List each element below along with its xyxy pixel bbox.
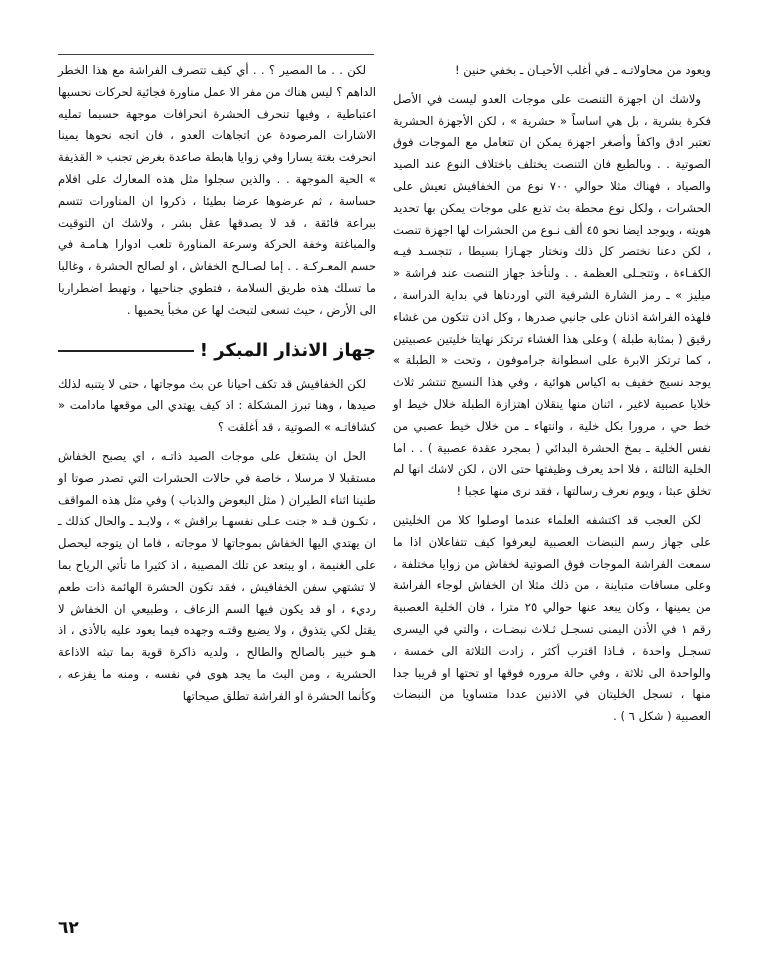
paragraph: ولاشك ان اجهزة التنصت على موجات العدو ليست في الأصل فكرة بشرية ، بل هي اساساً « حشرية » ، لكن الأجهزة الحشرية تعتبر ادق واكفأ وأصغر اجهزة يمكن ان تتعامل مع الموجات فوق الصوتية . . وبالطبع فان التنصت يختلف باختلاف النوع عند الصيد والصياد ، فهناك مثلا حوالي ٧٠٠ نوع من الخفافيش تعيش على الحشرات ، ولكل نوع محطة بث تذيع على موجات يمكن بها تحديد هويته ، ويوجد ايضا نحو ٤٥ ألف نـوع من الحشرات لها اجهزة تنصت ، لكن دعنا نختصر كل ذلك ونختار جهـازا بسيطا ، تتجسـد فيـه الكفـاءة ، وتتجـلى العظمة . . ولنأخذ جهاز التنصت عند فراشة « ميليز » ـ رمز الشارة الشرفية التي اوردناها في بداية الدراسة ، فلهذه الفراشة اذنان على جانبي صدرها ، وكل اذن تتكون من غشاء رقيق ( بمثابة طبلة ) وعلى هذا الغشاء ترتكز نهايتا خليتين عصبيتين ، كما ترتكز الابرة على اسطوانة جراموفون ، وتحت « الطبلة » يوجد نسيج خفيف به اكياس هوائية ، وفي هذا النسيج تنتشر ثلاث خلايا عصبية لاغير ، اثنان منها ينقلان اهتزازة الطبلة خلال خيط او خط حي ، مرورا بكل خلية ، وانتهاء ـ من خلال خيط عصبي من نفس الخلية ـ بمخ الحشرة البدائي ( بمجرد عقدة عصبية ) . . اما الخلية الثالثة ، فلا احد يعرف وظيفتها حتى الان ، لكن لاشك انها لم تخلق عبثا ، ويوم نعرف رسالتها ، فقد نرى منها عجبا ! xyxy=(393,91,712,499)
heading-underline xyxy=(58,350,194,352)
top-divider-line xyxy=(58,54,374,55)
paragraph: ويعود من محاولاتـه ـ في أغلب الأحيـان ـ بخفي حنين ! xyxy=(454,63,711,77)
paragraph: لكن العجب قد اكتشفه العلماء عندما اوصلوا كلا من الخليتين على جهاز رسم النبضات العصبية ليعرفوا كيف تتفاعلان اذا ما سمعت الفراشة الموجات فوق الصوتية لخفاش من زوايا مختلفة ، وعلى مسافات متباينة ، من ذلك مثلا ان الخفاش لوجاء الفراشة من يمينها ، وكان يبعد عنها حوالي ٢٥ مترا ، فان الخلية العصبية رقم ١ في الأذن اليمنى تسجـل ثـلاث نبضـات ، والتي في اليسرى تسجـل واحدة ، فـاذا اقترب أكثر ، زادت الثلاثة الى خمسة ، والواحدة الى ثلاثة ، وفي حالة مروره فوقها او تحتها او قريبا جدا منها ، تسجل الخليتان في الاذنين عددا متساويا من النبضات العصبية ( شكل ٦ ) . xyxy=(393,512,711,724)
paragraph: الحل ان يشتغل على موجات الصيد ذاتـه ، اي يصبح الخفاش مستقبلا لا مرسلا ، خاصة في حالات الحشرات التي تصدر صوتا او طنينا اثناء الطيران ( مثل البعوض والذباب ) وفي مثل هذه المواقف ، تكـون قـد « جنت عـلى نفسهـا براقش » ، ولابـد ـ والحال كذلك ـ ان يهتدي اليها الخفاش بموجاتها لا موجاته ، فاما ان يتوجه ليحصل على الغنيمة ، او يبتعد عن تلك المصيبة ، اذ كثيرا ما تأتي الرياح بما لا تشتهي سفن الخفافيش ، فقد تكون الحشرة الهائمة ذات طعم رديء ، او قد يكون فيها السم الزعاف ، وطبيعي ان الخفاش لا يقتل لكي يتذوق ، ولا يضيع وقتـه وجهده فيما يعود عليه بالأذى ، اذ هـو خبير بالصالح والطالح ، ولديه ذاكرة قوية بما تبثه الاذاعة الحشرية ، ومن البث ما يجد هوى في نفسه ، ومنه ما يفزعه ، وكأنما الحشرة او الفراشة تطلق صيحاتها xyxy=(58,448,376,703)
left-text-column xyxy=(58,60,376,715)
page-number: ٦٢ xyxy=(58,918,79,938)
right-text-column xyxy=(393,60,711,735)
paragraph: لكن الخفافيش قد تكف احيانا عن بث موجاتها ، حتى لا يتنبه لذلك صيدها ، وهنا تبرز المشكلة : اذ كيف يهتدي الى موقعها مادامت « كشافاتـه » الصوتية ، قد أغلقت ؟ xyxy=(58,376,376,435)
section-heading-text: جهاز الانذار المبكر ! xyxy=(199,339,376,361)
section-heading xyxy=(58,338,376,364)
paragraph: لكن . . ما المصير ؟ . . أي كيف تتصرف الفراشة مع هذا الخطر الداهم ؟ ليس هناك من مفر الا عمل مناورة فجائية لحركات نحسبها اعتباطية ، وفيها تنحرف الحشرة انحرافات موجهة حسبما تمليه الاشارات المرصودة عن اتجاهات العدو ، فان اتجه نحوها يمينا انحرفت بغتة يسارا وفي زوايا هابطة صاعدة بغرض تجنب « القذيفة » الحية الموجهة . . والذين سجلوا مثل هذه المعارك على افلام حساسة ، ثم عرضوها عرضا بطيئا ، ذكروا ان المناورات تتسم ببراعة فائقة ، قد لا يصدقها عقل بشر ، ولاشك ان التوقيت والمباغتة وخفة الحركة وسرعة المناورة تلعب ادوارا هـامـة في حسم المعـركـة . . إما لصـالـح الخفاش ، او لصالح الحشرة ، وغالبا ما تسلك هذه طريق السلامة ، فتطوي جناحيها ، وتهبط اضطراريا الى الأرض ، حيث تسعى لتبحث لها عن مخبأ يحميها . xyxy=(58,63,376,317)
